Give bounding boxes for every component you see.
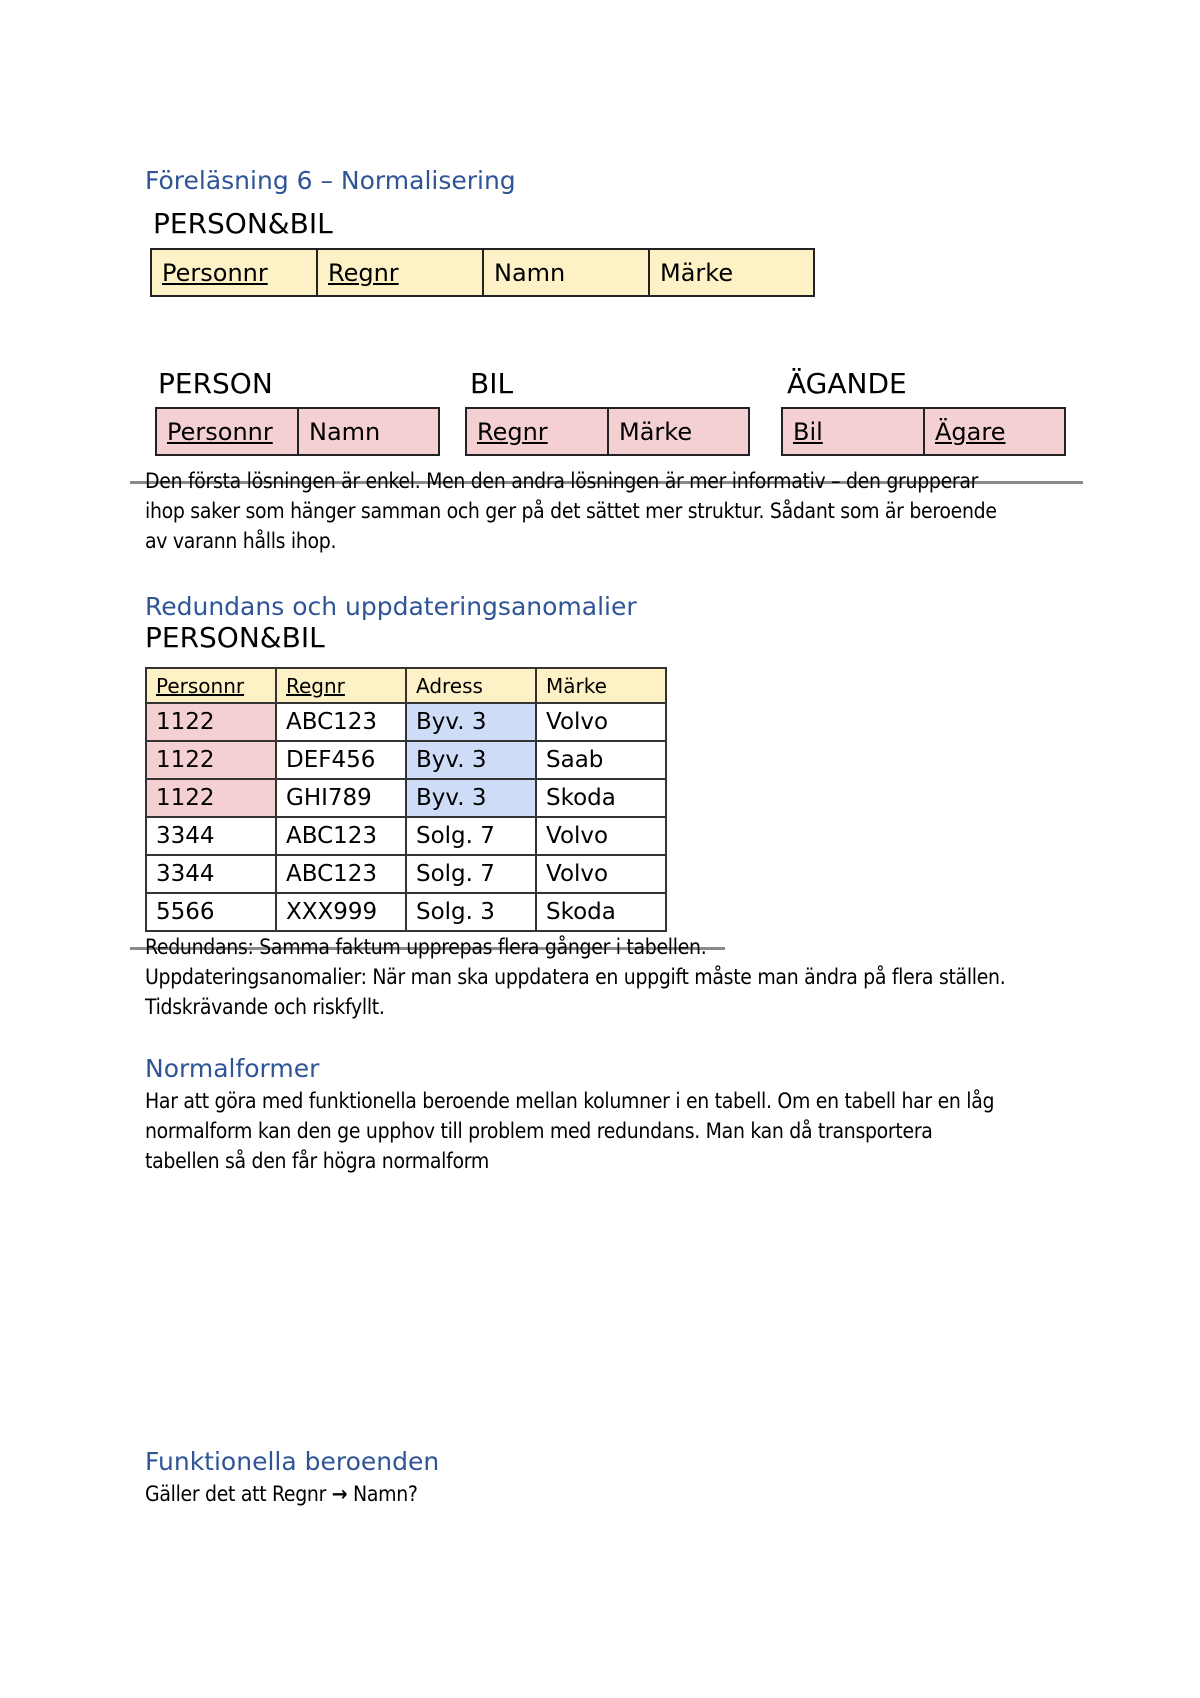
agande-schema [781,407,1066,456]
cell-personnr: 3344 [146,855,276,893]
cell-personnr: 1122 [146,703,276,741]
bil-schema [465,407,750,456]
cell-marke: Volvo [536,817,666,855]
bil-column-marke: Märke [619,417,693,446]
combined-schema [150,248,815,297]
header-personnr: Personnr [146,668,276,703]
section1-paragraph-line-1: Den första lösningen är enkel. Men den andra lösningen är mer informativ – den grupperar [145,469,979,493]
schema-column-marke: Märke [660,258,734,287]
table-row [146,893,666,931]
cell-regnr: GHI789 [276,779,406,817]
section2-paragraph-line-2: Uppdateringsanomalier: När man ska uppdatera en uppgift måste man ändra på flera ställen. [145,965,1006,989]
table-header-row [146,668,666,703]
section1-heading: Föreläsning 6 – Normalisering [145,166,516,195]
person-table-title: PERSON [158,367,273,400]
section2-paragraph-line-3: Tidskrävande och riskfyllt. [145,995,385,1019]
arrow-icon: → [331,1482,348,1506]
person-column-personnr: Personnr [157,409,299,454]
cell-adress: Byv. 3 [406,703,536,741]
cell-personnr: 5566 [146,893,276,931]
bil-column-regnr: Regnr [467,409,609,454]
cell-adress: Byv. 3 [406,779,536,817]
cell-regnr: XXX999 [276,893,406,931]
section1-paragraph-line-3: av varann hålls ihop. [145,529,337,553]
table-row [146,817,666,855]
cell-personnr: 1122 [146,779,276,817]
cell-regnr: ABC123 [276,703,406,741]
header-adress: Adress [406,668,536,703]
cell-adress: Solg. 7 [406,855,536,893]
agande-table-title: ÄGANDE [787,367,907,400]
person-bil-data-table [145,667,667,932]
section3-paragraph-line-2: normalform kan den ge upphov till problem med redundans. Man kan då transportera [145,1119,933,1143]
table-row [146,741,666,779]
section4-heading: Funktionella beroenden [145,1447,440,1476]
section2-paragraph [145,962,1005,1022]
cell-personnr: 3344 [146,817,276,855]
cell-regnr: DEF456 [276,741,406,779]
schema-column-personnr: Personnr [152,250,318,295]
header-regnr: Regnr [276,668,406,703]
section1-paragraph [145,496,997,556]
cell-personnr: 1122 [146,741,276,779]
section2-heading: Redundans och uppdateringsanomalier [145,592,637,621]
cell-adress: Solg. 3 [406,893,536,931]
table-row [146,779,666,817]
combined-table-title: PERSON&BIL [153,207,333,240]
schema-column-namn: Namn [484,250,650,295]
section3-heading: Normalformer [145,1054,320,1083]
section1-heading-clip [145,166,845,195]
section1-paragraph-line-2: ihop saker som hänger samman och ger på det sättet mer struktur. Sådant som är beroende [145,499,997,523]
section2-heading-clip [145,592,845,621]
cell-marke: Volvo [536,855,666,893]
person-schema [155,407,440,456]
schema-column-regnr: Regnr [318,250,484,295]
bil-table-title: BIL [470,367,514,400]
person-column-namn: Namn [309,417,381,446]
question-text-after: Namn? [347,1482,418,1506]
section3-paragraph-line-1: Har att göra med funktionella beroende mellan kolumner i en tabell. Om en tabell har en låg [145,1089,995,1113]
cell-marke: Saab [536,741,666,779]
data-table-title: PERSON&BIL [145,621,325,654]
cell-regnr: ABC123 [276,855,406,893]
agande-column-bil: Bil [783,409,925,454]
section4-question [145,1479,418,1509]
agande-column-agare: Ägare [935,417,1006,446]
header-marke: Märke [536,668,666,703]
section2-paragraph-clip [145,935,1105,961]
section1-paragraph-clip [145,469,1105,495]
cell-adress: Solg. 7 [406,817,536,855]
table-row [146,703,666,741]
table-row [146,855,666,893]
question-text-before: Gäller det att Regnr [145,1482,332,1506]
cell-marke: Skoda [536,779,666,817]
section3-paragraph-line-3: tabellen så den får högra normalform [145,1149,489,1173]
cell-regnr: ABC123 [276,817,406,855]
cell-adress: Byv. 3 [406,741,536,779]
section2-paragraph-line-1: Redundans: Samma faktum upprepas flera gånger i tabellen. [145,935,707,959]
cell-marke: Volvo [536,703,666,741]
section3-paragraph [145,1086,994,1176]
cell-marke: Skoda [536,893,666,931]
